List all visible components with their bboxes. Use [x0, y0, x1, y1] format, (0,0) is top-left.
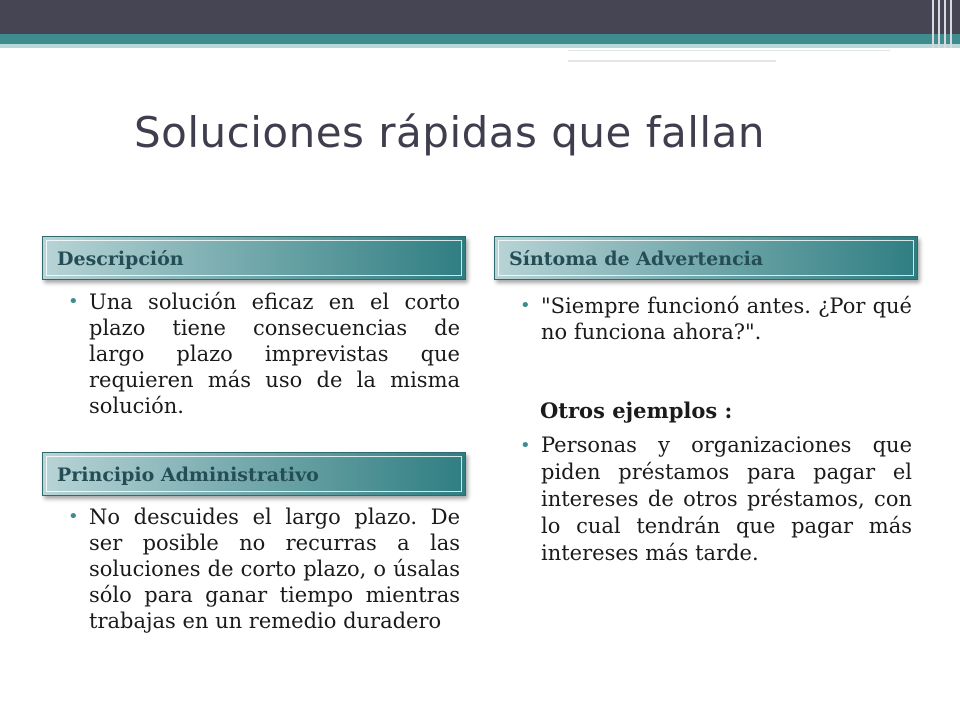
- slide-title: Soluciones rápidas que fallan: [134, 108, 765, 157]
- warning-text: "Siempre funcionó antes. ¿Por qué no funciona ahora?".: [541, 294, 912, 344]
- description-list: [62, 289, 460, 419]
- top-accent-stripe: [0, 34, 960, 44]
- examples-text: Personas y organizaciones que piden préstamos para pagar el intereses de otros préstamos, con lo cual tendrán que pagar más intereses más tarde.: [541, 433, 912, 565]
- header-warning-label: Síntoma de Advertencia: [509, 248, 764, 270]
- header-description: [42, 236, 466, 280]
- header-principle: [42, 452, 466, 496]
- warning-list: [514, 293, 912, 345]
- examples-list: [514, 432, 912, 567]
- top-light-stripe: [0, 44, 960, 48]
- principle-list: [62, 504, 460, 634]
- bullet-icon: •: [68, 291, 79, 312]
- decorative-line: [568, 60, 776, 62]
- examples-label: Otros ejemplos :: [540, 398, 733, 423]
- header-principle-label: Principio Administrativo: [57, 464, 319, 486]
- top-bar: [0, 0, 960, 34]
- header-description-label: Descripción: [57, 248, 184, 270]
- decorative-line: [568, 50, 890, 53]
- bullet-icon: •: [68, 506, 79, 527]
- decorative-stripes: [928, 0, 960, 48]
- principle-text: No descuides el largo plazo. De ser posible no recurras a las soluciones de corto plazo, o úsalas sólo para ganar tiempo mientras trabajas en un remedio duradero: [89, 505, 460, 633]
- description-item: [62, 289, 460, 419]
- bullet-icon: •: [520, 435, 531, 456]
- warning-item: [514, 293, 912, 345]
- header-warning: [494, 236, 918, 280]
- examples-item: [514, 432, 912, 567]
- description-text: Una solución eficaz en el corto plazo tiene consecuencias de largo plazo imprevistas que requieren más uso de la misma solución.: [89, 290, 460, 418]
- principle-item: [62, 504, 460, 634]
- bullet-icon: •: [520, 295, 531, 316]
